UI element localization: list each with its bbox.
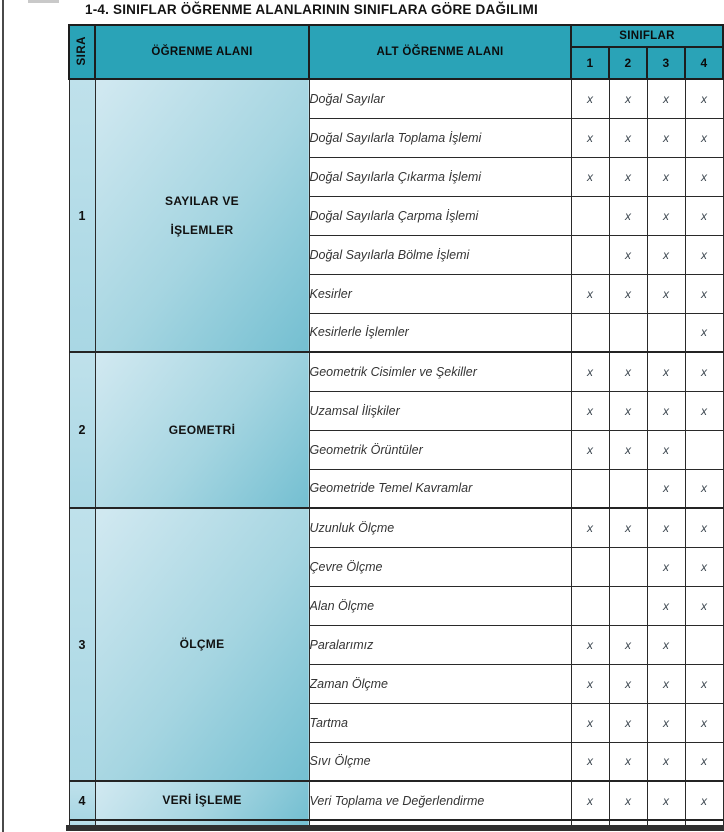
sub-area-label: Kesirlerle İşlemler: [309, 313, 571, 352]
sub-area-label: Veri Toplama ve Değerlendirme: [309, 781, 571, 820]
group-number: 3: [69, 508, 95, 781]
grade-mark: x: [571, 742, 609, 781]
sub-area-label: Doğal Sayılarla Bölme İşlemi: [309, 235, 571, 274]
grade-mark: x: [647, 703, 685, 742]
group-number: 1: [69, 79, 95, 352]
grade-mark-empty: [685, 430, 723, 469]
grade-mark: x: [647, 625, 685, 664]
grade-mark: x: [685, 586, 723, 625]
grade-mark: x: [571, 391, 609, 430]
grade-mark: x: [571, 118, 609, 157]
grade-mark: x: [647, 430, 685, 469]
grade-mark: x: [647, 274, 685, 313]
header-grade-3: 3: [647, 47, 685, 79]
grade-mark: x: [609, 391, 647, 430]
grade-mark: x: [571, 703, 609, 742]
grade-mark: x: [685, 664, 723, 703]
grade-mark: x: [609, 703, 647, 742]
table-row: [69, 79, 723, 118]
sub-area-label: Doğal Sayılar: [309, 79, 571, 118]
bottom-crop-bar: [66, 825, 724, 831]
grade-mark: x: [685, 196, 723, 235]
grade-mark: x: [571, 625, 609, 664]
grade-mark: x: [609, 157, 647, 196]
grade-mark: x: [647, 391, 685, 430]
group-number: 2: [69, 352, 95, 508]
sub-area-label: Geometride Temel Kavramlar: [309, 469, 571, 508]
group-area-cell: [95, 352, 309, 508]
grade-mark-empty: [609, 313, 647, 352]
grade-mark: x: [609, 430, 647, 469]
header-grade-2: 2: [609, 47, 647, 79]
sub-area-label: Doğal Sayılarla Çıkarma İşlemi: [309, 157, 571, 196]
table-row: [69, 352, 723, 391]
grade-mark-empty: [571, 586, 609, 625]
grade-mark: x: [647, 235, 685, 274]
grade-mark: x: [609, 625, 647, 664]
group-number: 4: [69, 781, 95, 820]
sub-area-label: Sıvı Ölçme: [309, 742, 571, 781]
grade-mark: x: [647, 508, 685, 547]
distribution-table: [68, 24, 724, 827]
grade-mark: x: [685, 508, 723, 547]
sub-area-label: Tartma: [309, 703, 571, 742]
header-sira-label: SIRA: [76, 35, 88, 66]
page-edge-line: [2, 0, 4, 832]
grade-mark: x: [571, 274, 609, 313]
grade-mark: x: [609, 781, 647, 820]
grade-mark: x: [685, 547, 723, 586]
grade-mark: x: [685, 781, 723, 820]
grade-mark: x: [685, 469, 723, 508]
grade-mark: x: [647, 469, 685, 508]
grade-mark: x: [609, 508, 647, 547]
page-title: 1-4. SINIFLAR ÖĞRENME ALANLARININ SINIFLARA GÖRE DAĞILIMI: [85, 2, 538, 17]
group-area-name: GEOMETRİ: [168, 422, 236, 437]
group-area-name: VERİ İŞLEME: [162, 793, 242, 808]
sub-area-label: Geometrik Örüntüler: [309, 430, 571, 469]
grade-mark: x: [647, 781, 685, 820]
group-area-cell: [95, 781, 309, 820]
grade-mark: x: [609, 742, 647, 781]
grade-mark: x: [647, 157, 685, 196]
grade-mark: x: [685, 235, 723, 274]
grade-mark: x: [685, 742, 723, 781]
grade-mark: x: [609, 352, 647, 391]
sub-area-label: Doğal Sayılarla Toplama İşlemi: [309, 118, 571, 157]
grade-mark: x: [571, 664, 609, 703]
grade-mark: x: [647, 547, 685, 586]
header-alt-ogrenme-alani: ALT ÖĞRENME ALANI: [309, 25, 571, 79]
grade-mark: x: [685, 118, 723, 157]
grade-mark-empty: [571, 196, 609, 235]
grade-mark: x: [571, 781, 609, 820]
grade-mark-empty: [609, 469, 647, 508]
grade-mark: x: [609, 664, 647, 703]
table-row: [69, 508, 723, 547]
grade-mark-empty: [571, 235, 609, 274]
header-siniflar: SINIFLAR: [571, 25, 723, 47]
grade-mark-empty: [609, 586, 647, 625]
grade-mark: x: [609, 118, 647, 157]
sub-area-label: Alan Ölçme: [309, 586, 571, 625]
grade-mark: x: [609, 196, 647, 235]
grade-mark: x: [685, 274, 723, 313]
grade-mark: x: [571, 508, 609, 547]
grade-mark: x: [647, 664, 685, 703]
group-area-name: SAYILAR VE İŞLEMLER: [165, 193, 239, 237]
grade-mark: x: [571, 157, 609, 196]
grade-mark: x: [609, 79, 647, 118]
table-row: [69, 781, 723, 820]
header-grade-4: 4: [685, 47, 723, 79]
grade-mark-empty: [609, 547, 647, 586]
grade-mark: x: [571, 430, 609, 469]
grade-mark: x: [685, 391, 723, 430]
grade-mark: x: [685, 157, 723, 196]
grade-mark: x: [647, 352, 685, 391]
grade-mark: x: [685, 79, 723, 118]
sub-area-label: Uzunluk Ölçme: [309, 508, 571, 547]
grade-mark-empty: [571, 469, 609, 508]
top-crop-sliver: [28, 0, 59, 3]
grade-mark: x: [647, 742, 685, 781]
grade-mark: x: [609, 274, 647, 313]
grade-mark-empty: [571, 547, 609, 586]
grade-mark: x: [647, 79, 685, 118]
group-area-name: ÖLÇME: [179, 637, 225, 652]
sub-area-label: Zaman Ölçme: [309, 664, 571, 703]
header-row-top: [69, 25, 723, 47]
sub-area-label: Doğal Sayılarla Çarpma İşlemi: [309, 196, 571, 235]
table-body: [69, 79, 723, 820]
grade-mark: x: [609, 235, 647, 274]
grade-mark: x: [685, 313, 723, 352]
grade-mark: x: [571, 352, 609, 391]
grade-mark: x: [571, 79, 609, 118]
header-grade-1: 1: [571, 47, 609, 79]
sub-area-label: Geometrik Cisimler ve Şekiller: [309, 352, 571, 391]
table-header: [69, 25, 723, 79]
group-area-cell: [95, 508, 309, 781]
grade-mark-empty: [685, 625, 723, 664]
grade-mark: x: [647, 118, 685, 157]
header-sira: [69, 25, 95, 79]
grade-mark-empty: [647, 313, 685, 352]
sub-area-label: Uzamsal İlişkiler: [309, 391, 571, 430]
group-area-cell: [95, 79, 309, 352]
grade-mark-empty: [571, 313, 609, 352]
sub-area-label: Paralarımız: [309, 625, 571, 664]
grade-mark: x: [647, 586, 685, 625]
sub-area-label: Çevre Ölçme: [309, 547, 571, 586]
header-ogrenme-alani: ÖĞRENME ALANI: [95, 25, 309, 79]
grade-mark: x: [647, 196, 685, 235]
grade-mark: x: [685, 703, 723, 742]
sub-area-label: Kesirler: [309, 274, 571, 313]
grade-mark: x: [685, 352, 723, 391]
